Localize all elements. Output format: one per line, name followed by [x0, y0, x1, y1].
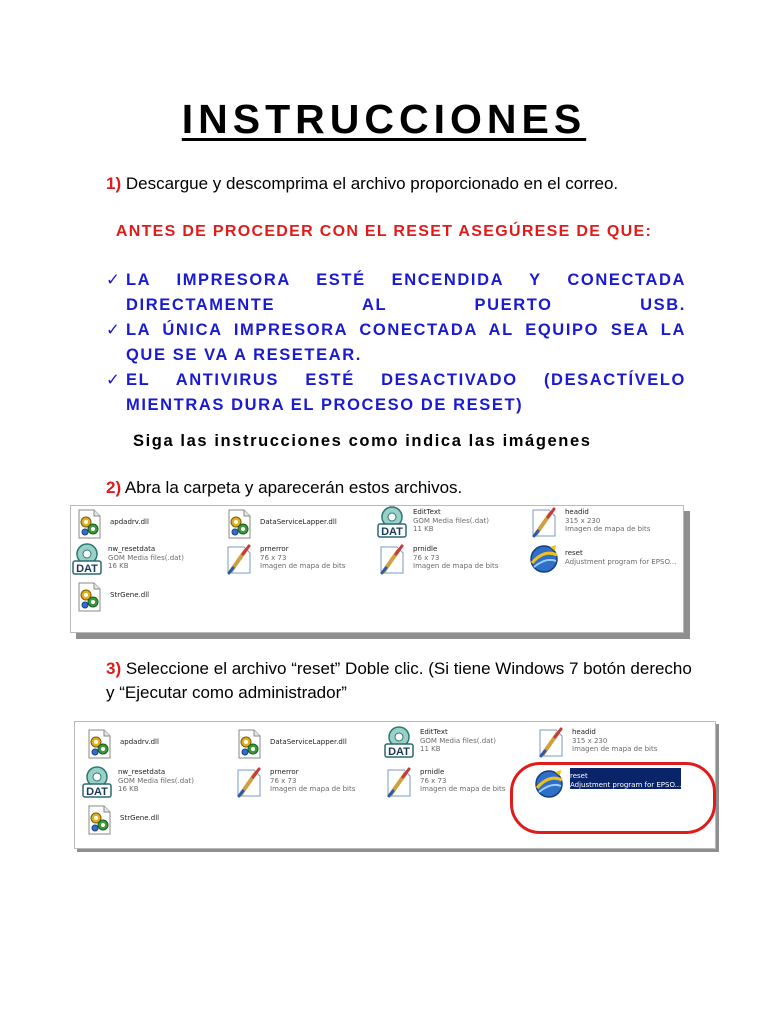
checkmark-icon: ✓: [106, 371, 122, 389]
file-name: apdadrv.dll: [110, 518, 149, 526]
file-dimensions: 76 x 73: [270, 776, 297, 785]
step-3-text: Seleccione el archivo “reset” Doble clic. (Si tiene Windows 7 botón derecho y “Ejecutar como administrador”: [106, 659, 692, 702]
file-dimensions: 76 x 73: [420, 776, 447, 785]
file-dimensions: 315 x 230: [572, 736, 608, 745]
file-headid[interactable]: [535, 726, 685, 758]
file-nw-resetdata[interactable]: [81, 766, 231, 798]
file-name: nw_resetdata: [108, 545, 156, 553]
file-size: 16 KB: [108, 562, 129, 570]
file-type: GOM Media files(.dat): [118, 776, 194, 785]
page-title: INSTRUCCIONES: [181, 96, 587, 142]
file-type: Imagen de mapa de bits: [270, 785, 356, 793]
file-nw-resetdata[interactable]: [71, 543, 221, 575]
checkmark-icon: ✓: [106, 321, 122, 339]
highlight-circle: [510, 762, 716, 834]
file-dataservicelapper[interactable]: [233, 728, 383, 760]
reset-app-icon: [528, 543, 560, 575]
follow-instructions-text: Siga las instrucciones como indica las imágenes: [133, 432, 592, 450]
file-description: Adjustment program for EPSO...: [565, 557, 677, 566]
file-dataservicelapper[interactable]: [223, 508, 373, 540]
step-3: [106, 657, 696, 705]
file-name: headid: [565, 508, 589, 516]
dll-gear-icon: [73, 508, 105, 540]
precheck-text: LA ÚNICA IMPRESORA CONECTADA AL EQUIPO SEA LA QUE SE VA A RESETEAR.: [126, 321, 686, 364]
step-2: [106, 476, 462, 500]
file-name: DataServiceLapper.dll: [260, 518, 337, 526]
file-headid[interactable]: [528, 506, 678, 538]
file-name: EditText: [420, 728, 448, 736]
file-name: StrGene.dll: [120, 814, 160, 822]
file-name: nw_resetdata: [118, 768, 166, 776]
precheck-item: [106, 368, 686, 418]
precheck-item: [106, 318, 686, 368]
bitmap-brush-icon: [223, 543, 255, 575]
file-type: GOM Media files(.dat): [108, 553, 184, 562]
file-dimensions: 76 x 73: [413, 553, 440, 562]
bitmap-brush-icon: [535, 726, 567, 758]
file-type: Imagen de mapa de bits: [413, 562, 499, 570]
file-name: reset: [565, 549, 583, 557]
checkmark-icon: ✓: [106, 271, 122, 289]
step-3-number: 3): [106, 659, 122, 678]
file-edittext[interactable]: [383, 726, 533, 758]
step-1-text: Descargue y descomprima el archivo proporcionado en el correo.: [121, 174, 619, 193]
file-name: EditText: [413, 508, 441, 516]
precheck-item: [106, 268, 686, 318]
file-apdadrv[interactable]: [83, 728, 233, 760]
precheck-text: LA IMPRESORA ESTÉ ENCENDIDA Y CONECTADA DIRECTAMENTE AL PUERTO USB.: [126, 271, 686, 314]
dat-file-icon: [71, 543, 103, 575]
precheck-list: [106, 268, 686, 418]
file-size: 11 KB: [413, 525, 434, 533]
file-type: GOM Media files(.dat): [420, 736, 496, 745]
dll-gear-icon: [223, 508, 255, 540]
step-2-text: Abra la carpeta y aparecerán estos archivos.: [121, 478, 463, 497]
file-name: apdadrv.dll: [120, 738, 159, 746]
step-1: [106, 172, 618, 196]
bitmap-brush-icon: [383, 766, 415, 798]
file-name: prnerror: [260, 545, 289, 553]
file-type: Imagen de mapa de bits: [260, 562, 346, 570]
folder-screenshot-1: [70, 505, 684, 633]
file-prnerror[interactable]: [233, 766, 383, 798]
dat-file-icon: [81, 766, 113, 798]
file-description: Adjustment program for EPSO...: [570, 780, 682, 789]
dll-gear-icon: [83, 728, 115, 760]
dll-gear-icon: [83, 804, 115, 836]
step-1-number: 1): [106, 174, 122, 193]
file-name: prnidle: [420, 768, 445, 776]
dat-file-icon: [383, 726, 415, 758]
file-prnerror[interactable]: [223, 543, 373, 575]
step-2-number: 2): [106, 478, 122, 497]
dll-gear-icon: [73, 581, 105, 613]
dat-file-icon: [376, 506, 408, 538]
precheck-text: EL ANTIVIRUS ESTÉ DESACTIVADO (DESACTÍVELO MIENTRAS DURA EL PROCESO DE RESET): [126, 371, 686, 414]
file-apdadrv[interactable]: [73, 508, 223, 540]
file-name: prnerror: [270, 768, 299, 776]
file-edittext[interactable]: [376, 506, 526, 538]
file-type: Imagen de mapa de bits: [572, 745, 658, 753]
file-name: prnidle: [413, 545, 438, 553]
file-type: Imagen de mapa de bits: [565, 525, 651, 533]
file-strgene[interactable]: [73, 581, 223, 613]
bitmap-brush-icon: [233, 766, 265, 798]
file-strgene[interactable]: [83, 804, 233, 836]
file-dimensions: 315 x 230: [565, 516, 601, 525]
file-reset[interactable]: [528, 543, 678, 575]
file-name: reset: [570, 772, 588, 780]
bitmap-brush-icon: [376, 543, 408, 575]
file-prnidle[interactable]: [376, 543, 526, 575]
file-type: Imagen de mapa de bits: [420, 785, 506, 793]
file-name: headid: [572, 728, 596, 736]
file-name: StrGene.dll: [110, 591, 150, 599]
dll-gear-icon: [233, 728, 265, 760]
file-name: DataServiceLapper.dll: [270, 738, 347, 746]
warning-heading: ANTES DE PROCEDER CON EL RESET ASEGÚRESE DE QUE:: [115, 223, 653, 240]
file-type: GOM Media files(.dat): [413, 516, 489, 525]
bitmap-brush-icon: [528, 506, 560, 538]
file-size: 11 KB: [420, 745, 441, 753]
file-size: 16 KB: [118, 785, 139, 793]
file-dimensions: 76 x 73: [260, 553, 287, 562]
